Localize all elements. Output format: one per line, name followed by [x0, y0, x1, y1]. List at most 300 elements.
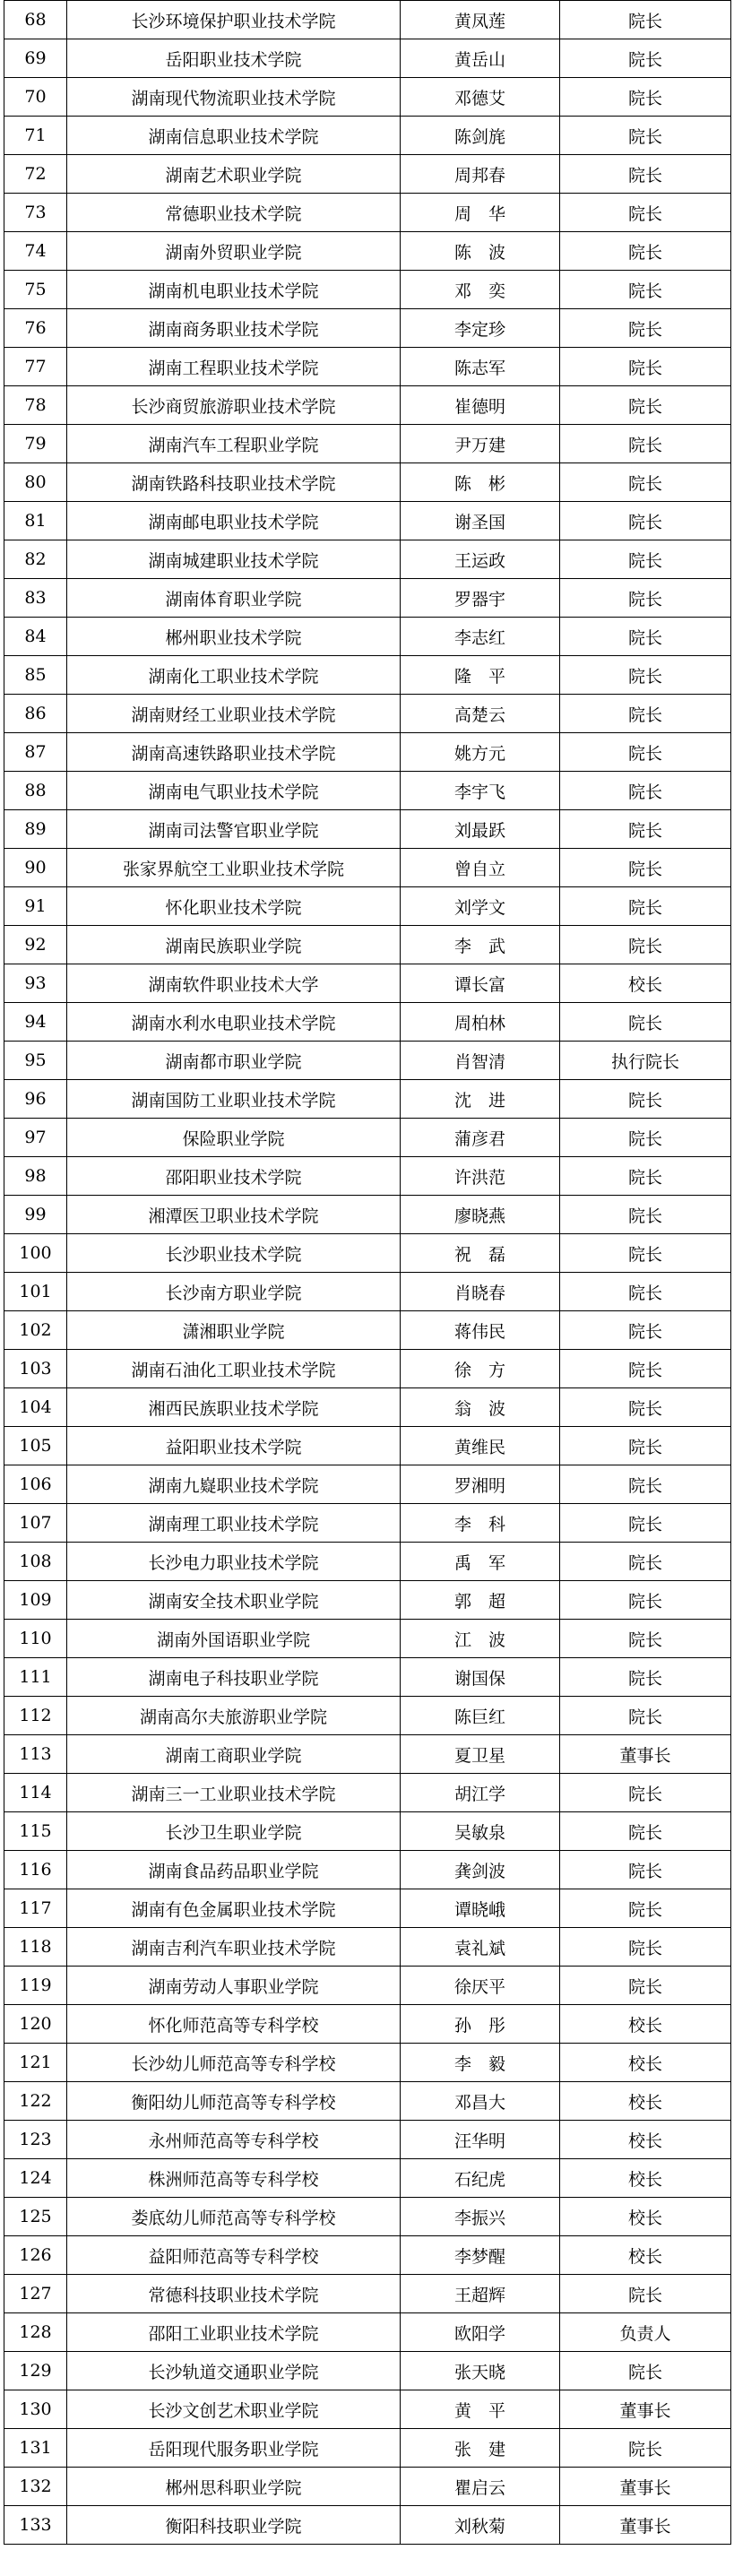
school-name-cell: 湖南外国语职业学院	[67, 1620, 401, 1658]
school-name-cell: 郴州职业技术学院	[67, 618, 401, 656]
leader-title-cell: 院长	[560, 1774, 731, 1812]
row-number-cell: 123	[4, 2121, 67, 2159]
school-name-cell: 潇湘职业学院	[67, 1311, 401, 1350]
leader-name-cell: 张 建	[401, 2429, 560, 2468]
leader-title-cell: 院长	[560, 810, 731, 849]
leader-title-cell: 院长	[560, 1311, 731, 1350]
leader-title-cell: 院长	[560, 1119, 731, 1157]
row-number-cell: 107	[4, 1504, 67, 1543]
leader-title-cell: 院长	[560, 1812, 731, 1851]
row-number-cell: 75	[4, 271, 67, 309]
row-number-cell: 131	[4, 2429, 67, 2468]
leader-title-cell: 院长	[560, 2429, 731, 2468]
table-row	[4, 1196, 731, 1234]
table-row	[4, 1543, 731, 1581]
leader-name-cell: 李梦醒	[401, 2236, 560, 2275]
table-row	[4, 1928, 731, 1967]
leader-title-cell: 院长	[560, 1928, 731, 1967]
leader-title-cell: 院长	[560, 1350, 731, 1388]
row-number-cell: 113	[4, 1735, 67, 1774]
school-name-cell: 邵阳工业职业技术学院	[67, 2313, 401, 2352]
leader-name-cell: 吴敏泉	[401, 1812, 560, 1851]
leader-title-cell: 董事长	[560, 2468, 731, 2506]
leader-title-cell: 院长	[560, 1157, 731, 1196]
school-name-cell: 湘西民族职业技术学院	[67, 1388, 401, 1427]
leader-title-cell: 院长	[560, 309, 731, 348]
leader-title-cell: 校长	[560, 2159, 731, 2198]
leader-name-cell: 谢国保	[401, 1658, 560, 1697]
leader-name-cell: 石纪虎	[401, 2159, 560, 2198]
leader-name-cell: 王超辉	[401, 2275, 560, 2313]
table-row	[4, 2005, 731, 2044]
school-name-cell: 湖南机电职业技术学院	[67, 271, 401, 309]
school-name-cell: 衡阳科技职业学院	[67, 2506, 401, 2545]
leader-name-cell: 曾自立	[401, 849, 560, 887]
row-number-cell: 116	[4, 1851, 67, 1889]
school-name-cell: 怀化职业技术学院	[67, 887, 401, 926]
row-number-cell: 82	[4, 540, 67, 579]
table-row	[4, 502, 731, 540]
row-number-cell: 72	[4, 155, 67, 194]
leader-title-cell: 院长	[560, 386, 731, 425]
table-row	[4, 425, 731, 463]
leader-name-cell: 陈剑旄	[401, 117, 560, 155]
row-number-cell: 95	[4, 1042, 67, 1080]
row-number-cell: 85	[4, 656, 67, 695]
table-row	[4, 2390, 731, 2429]
leader-title-cell: 院长	[560, 887, 731, 926]
leader-title-cell: 院长	[560, 502, 731, 540]
school-name-cell: 湖南商务职业技术学院	[67, 309, 401, 348]
table-row	[4, 271, 731, 309]
leader-name-cell: 袁礼斌	[401, 1928, 560, 1967]
school-name-cell: 长沙职业技术学院	[67, 1234, 401, 1273]
table-row	[4, 155, 731, 194]
leader-name-cell: 蒲彦君	[401, 1119, 560, 1157]
row-number-cell: 117	[4, 1889, 67, 1928]
row-number-cell: 122	[4, 2082, 67, 2121]
leader-name-cell: 罗器宇	[401, 579, 560, 618]
leader-name-cell: 隆 平	[401, 656, 560, 695]
school-name-cell: 株洲师范高等专科学校	[67, 2159, 401, 2198]
leader-name-cell: 李定珍	[401, 309, 560, 348]
row-number-cell: 120	[4, 2005, 67, 2044]
school-name-cell: 湖南九嶷职业技术学院	[67, 1465, 401, 1504]
leader-title-cell: 董事长	[560, 2390, 731, 2429]
leader-name-cell: 夏卫星	[401, 1735, 560, 1774]
leader-name-cell: 翁 波	[401, 1388, 560, 1427]
school-name-cell: 湖南石油化工职业技术学院	[67, 1350, 401, 1388]
leader-title-cell: 院长	[560, 2275, 731, 2313]
school-name-cell: 湖南电气职业技术学院	[67, 772, 401, 810]
leader-title-cell: 院长	[560, 656, 731, 695]
leader-title-cell: 院长	[560, 1543, 731, 1581]
school-name-cell: 湖南水利水电职业技术学院	[67, 1003, 401, 1042]
leader-title-cell: 院长	[560, 2352, 731, 2390]
school-name-cell: 湖南软件职业技术大学	[67, 964, 401, 1003]
row-number-cell: 68	[4, 1, 67, 39]
leader-title-cell: 董事长	[560, 2506, 731, 2545]
row-number-cell: 103	[4, 1350, 67, 1388]
table-row	[4, 1889, 731, 1928]
leader-name-cell: 谢圣国	[401, 502, 560, 540]
row-number-cell: 129	[4, 2352, 67, 2390]
table-row	[4, 1581, 731, 1620]
row-number-cell: 88	[4, 772, 67, 810]
leader-title-cell: 院长	[560, 1427, 731, 1465]
row-number-cell: 89	[4, 810, 67, 849]
leader-title-cell: 董事长	[560, 1735, 731, 1774]
table-row	[4, 2468, 731, 2506]
leader-title-cell: 校长	[560, 2121, 731, 2159]
leader-title-cell: 院长	[560, 1388, 731, 1427]
table-row	[4, 1735, 731, 1774]
school-name-cell: 湖南安全技术职业学院	[67, 1581, 401, 1620]
row-number-cell: 126	[4, 2236, 67, 2275]
school-name-cell: 湖南三一工业职业技术学院	[67, 1774, 401, 1812]
table-row	[4, 39, 731, 78]
school-name-cell: 常德科技职业技术学院	[67, 2275, 401, 2313]
school-name-cell: 湘潭医卫职业技术学院	[67, 1196, 401, 1234]
table-row	[4, 656, 731, 695]
leader-name-cell: 姚方元	[401, 733, 560, 772]
leader-name-cell: 禹 军	[401, 1543, 560, 1581]
school-name-cell: 长沙幼儿师范高等专科学校	[67, 2044, 401, 2082]
table-row	[4, 2506, 731, 2545]
leader-title-cell: 院长	[560, 78, 731, 117]
leader-name-cell: 龚剑波	[401, 1851, 560, 1889]
leader-name-cell: 尹万建	[401, 425, 560, 463]
row-number-cell: 100	[4, 1234, 67, 1273]
leader-name-cell: 廖晓燕	[401, 1196, 560, 1234]
table-row	[4, 1388, 731, 1427]
leader-name-cell: 罗湘明	[401, 1465, 560, 1504]
table-row	[4, 2352, 731, 2390]
table-row	[4, 1697, 731, 1735]
leader-name-cell: 黄岳山	[401, 39, 560, 78]
leader-name-cell: 肖智清	[401, 1042, 560, 1080]
row-number-cell: 110	[4, 1620, 67, 1658]
leader-title-cell: 院长	[560, 540, 731, 579]
row-number-cell: 86	[4, 695, 67, 733]
row-number-cell: 73	[4, 194, 67, 232]
row-number-cell: 101	[4, 1273, 67, 1311]
leader-name-cell: 邓昌大	[401, 2082, 560, 2121]
leader-title-cell: 院长	[560, 1465, 731, 1504]
table-row	[4, 849, 731, 887]
leader-title-cell: 院长	[560, 425, 731, 463]
leader-name-cell: 李 科	[401, 1504, 560, 1543]
leader-name-cell: 李振兴	[401, 2198, 560, 2236]
school-name-cell: 永州师范高等专科学校	[67, 2121, 401, 2159]
leader-name-cell: 许洪范	[401, 1157, 560, 1196]
leader-name-cell: 徐 方	[401, 1350, 560, 1388]
row-number-cell: 93	[4, 964, 67, 1003]
leader-title-cell: 院长	[560, 1620, 731, 1658]
leader-title-cell: 院长	[560, 463, 731, 502]
row-number-cell: 124	[4, 2159, 67, 2198]
leader-title-cell: 院长	[560, 1, 731, 39]
row-number-cell: 79	[4, 425, 67, 463]
table-row	[4, 386, 731, 425]
leader-title-cell: 院长	[560, 1234, 731, 1273]
row-number-cell: 118	[4, 1928, 67, 1967]
row-number-cell: 132	[4, 2468, 67, 2506]
school-name-cell: 湖南铁路科技职业技术学院	[67, 463, 401, 502]
leader-title-cell: 院长	[560, 579, 731, 618]
leader-title-cell: 院长	[560, 232, 731, 271]
row-number-cell: 91	[4, 887, 67, 926]
school-name-cell: 湖南高速铁路职业技术学院	[67, 733, 401, 772]
row-number-cell: 84	[4, 618, 67, 656]
row-number-cell: 98	[4, 1157, 67, 1196]
leader-title-cell: 校长	[560, 2005, 731, 2044]
table-row	[4, 2121, 731, 2159]
table-row	[4, 232, 731, 271]
leader-name-cell: 周邦春	[401, 155, 560, 194]
row-number-cell: 112	[4, 1697, 67, 1735]
leader-name-cell: 谭长富	[401, 964, 560, 1003]
leader-name-cell: 刘学文	[401, 887, 560, 926]
row-number-cell: 127	[4, 2275, 67, 2313]
school-name-cell: 湖南艺术职业学院	[67, 155, 401, 194]
school-name-cell: 长沙商贸旅游职业技术学院	[67, 386, 401, 425]
row-number-cell: 87	[4, 733, 67, 772]
school-name-cell: 益阳职业技术学院	[67, 1427, 401, 1465]
leader-title-cell: 院长	[560, 695, 731, 733]
school-name-cell: 保险职业学院	[67, 1119, 401, 1157]
table-row	[4, 2236, 731, 2275]
table-row	[4, 695, 731, 733]
row-number-cell: 81	[4, 502, 67, 540]
row-number-cell: 133	[4, 2506, 67, 2545]
row-number-cell: 114	[4, 1774, 67, 1812]
leader-name-cell: 胡江学	[401, 1774, 560, 1812]
leader-title-cell: 院长	[560, 733, 731, 772]
table-row	[4, 463, 731, 502]
school-name-cell: 长沙文创艺术职业学院	[67, 2390, 401, 2429]
table-row	[4, 117, 731, 155]
leader-name-cell: 欧阳学	[401, 2313, 560, 2352]
school-name-cell: 长沙环境保护职业技术学院	[67, 1, 401, 39]
leader-name-cell: 黄 平	[401, 2390, 560, 2429]
row-number-cell: 78	[4, 386, 67, 425]
leader-name-cell: 祝 磊	[401, 1234, 560, 1273]
row-number-cell: 130	[4, 2390, 67, 2429]
school-name-cell: 湖南汽车工程职业学院	[67, 425, 401, 463]
table-row	[4, 1774, 731, 1812]
leader-name-cell: 徐厌平	[401, 1967, 560, 2005]
leader-name-cell: 汪华明	[401, 2121, 560, 2159]
school-name-cell: 湖南财经工业职业技术学院	[67, 695, 401, 733]
row-number-cell: 108	[4, 1543, 67, 1581]
school-name-cell: 湖南司法警官职业学院	[67, 810, 401, 849]
school-name-cell: 张家界航空工业职业技术学院	[67, 849, 401, 887]
leader-title-cell: 院长	[560, 1196, 731, 1234]
leader-name-cell: 瞿启云	[401, 2468, 560, 2506]
table-row	[4, 1504, 731, 1543]
table-row	[4, 1967, 731, 2005]
leader-name-cell: 刘秋菊	[401, 2506, 560, 2545]
table-row	[4, 2198, 731, 2236]
leader-name-cell: 江 波	[401, 1620, 560, 1658]
leader-title-cell: 院长	[560, 194, 731, 232]
school-name-cell: 湖南都市职业学院	[67, 1042, 401, 1080]
school-name-cell: 湖南国防工业职业技术学院	[67, 1080, 401, 1119]
table-row	[4, 887, 731, 926]
school-name-cell: 湖南化工职业技术学院	[67, 656, 401, 695]
school-name-cell: 长沙卫生职业学院	[67, 1812, 401, 1851]
row-number-cell: 83	[4, 579, 67, 618]
leader-title-cell: 院长	[560, 348, 731, 386]
row-number-cell: 70	[4, 78, 67, 117]
table-row	[4, 926, 731, 964]
school-name-cell: 邵阳职业技术学院	[67, 1157, 401, 1196]
leader-name-cell: 张天晓	[401, 2352, 560, 2390]
leader-name-cell: 黄凤莲	[401, 1, 560, 39]
table-row	[4, 1234, 731, 1273]
table-row	[4, 1812, 731, 1851]
table-row	[4, 1157, 731, 1196]
leader-name-cell: 陈 彬	[401, 463, 560, 502]
table-row	[4, 772, 731, 810]
table-row	[4, 1080, 731, 1119]
school-name-cell: 湖南信息职业技术学院	[67, 117, 401, 155]
leader-name-cell: 邓 奕	[401, 271, 560, 309]
school-name-cell: 湖南民族职业学院	[67, 926, 401, 964]
row-number-cell: 125	[4, 2198, 67, 2236]
table-row	[4, 1350, 731, 1388]
leader-name-cell: 李宇飞	[401, 772, 560, 810]
school-name-cell: 怀化师范高等专科学校	[67, 2005, 401, 2044]
row-number-cell: 102	[4, 1311, 67, 1350]
leader-name-cell: 崔德明	[401, 386, 560, 425]
leader-name-cell: 黄维民	[401, 1427, 560, 1465]
row-number-cell: 99	[4, 1196, 67, 1234]
leader-name-cell: 陈 波	[401, 232, 560, 271]
leader-title-cell: 院长	[560, 849, 731, 887]
leader-title-cell: 执行院长	[560, 1042, 731, 1080]
leader-title-cell: 校长	[560, 2082, 731, 2121]
leader-title-cell: 院长	[560, 1581, 731, 1620]
leader-title-cell: 院长	[560, 1658, 731, 1697]
table-row	[4, 810, 731, 849]
school-name-cell: 湖南高尔夫旅游职业学院	[67, 1697, 401, 1735]
school-name-cell: 湖南城建职业技术学院	[67, 540, 401, 579]
row-number-cell: 106	[4, 1465, 67, 1504]
school-name-cell: 湖南有色金属职业技术学院	[67, 1889, 401, 1928]
leader-name-cell: 陈志军	[401, 348, 560, 386]
leader-title-cell: 院长	[560, 1851, 731, 1889]
school-name-cell: 益阳师范高等专科学校	[67, 2236, 401, 2275]
row-number-cell: 111	[4, 1658, 67, 1697]
leader-title-cell: 院长	[560, 772, 731, 810]
school-name-cell: 湖南食品药品职业学院	[67, 1851, 401, 1889]
table-row	[4, 2275, 731, 2313]
leader-title-cell: 院长	[560, 271, 731, 309]
leader-name-cell: 邓德艾	[401, 78, 560, 117]
table-row	[4, 1, 731, 39]
table-row	[4, 1620, 731, 1658]
table-row	[4, 1851, 731, 1889]
row-number-cell: 94	[4, 1003, 67, 1042]
leader-name-cell: 李 毅	[401, 2044, 560, 2082]
leader-title-cell: 院长	[560, 618, 731, 656]
table-row	[4, 78, 731, 117]
leader-title-cell: 负责人	[560, 2313, 731, 2352]
school-name-cell: 湖南工商职业学院	[67, 1735, 401, 1774]
table-row	[4, 348, 731, 386]
school-name-cell: 娄底幼儿师范高等专科学校	[67, 2198, 401, 2236]
school-name-cell: 长沙南方职业学院	[67, 1273, 401, 1311]
leader-name-cell: 王运政	[401, 540, 560, 579]
school-name-cell: 湖南理工职业技术学院	[67, 1504, 401, 1543]
school-name-cell: 湖南现代物流职业技术学院	[67, 78, 401, 117]
leaders-table	[4, 0, 731, 2545]
table-row	[4, 618, 731, 656]
leader-title-cell: 院长	[560, 1889, 731, 1928]
leader-title-cell: 院长	[560, 155, 731, 194]
school-name-cell: 郴州思科职业学院	[67, 2468, 401, 2506]
leader-title-cell: 院长	[560, 926, 731, 964]
table-row	[4, 733, 731, 772]
school-name-cell: 湖南邮电职业技术学院	[67, 502, 401, 540]
table-row	[4, 1042, 731, 1080]
leader-name-cell: 孙 彤	[401, 2005, 560, 2044]
leader-title-cell: 院长	[560, 1003, 731, 1042]
row-number-cell: 104	[4, 1388, 67, 1427]
table-row	[4, 1273, 731, 1311]
leader-title-cell: 院长	[560, 39, 731, 78]
school-name-cell: 湖南外贸职业学院	[67, 232, 401, 271]
leader-name-cell: 蒋伟民	[401, 1311, 560, 1350]
school-name-cell: 湖南劳动人事职业学院	[67, 1967, 401, 2005]
leader-name-cell: 刘最跃	[401, 810, 560, 849]
table-row	[4, 540, 731, 579]
row-number-cell: 97	[4, 1119, 67, 1157]
school-name-cell: 长沙轨道交通职业学院	[67, 2352, 401, 2390]
table-row	[4, 2159, 731, 2198]
table-row	[4, 2429, 731, 2468]
school-name-cell: 岳阳职业技术学院	[67, 39, 401, 78]
leader-title-cell: 院长	[560, 1967, 731, 2005]
school-name-cell: 岳阳现代服务职业学院	[67, 2429, 401, 2468]
leader-name-cell: 周柏林	[401, 1003, 560, 1042]
table-row	[4, 964, 731, 1003]
table-row	[4, 1465, 731, 1504]
row-number-cell: 74	[4, 232, 67, 271]
leader-name-cell: 高楚云	[401, 695, 560, 733]
school-name-cell: 湖南电子科技职业学院	[67, 1658, 401, 1697]
row-number-cell: 121	[4, 2044, 67, 2082]
row-number-cell: 90	[4, 849, 67, 887]
leader-name-cell: 陈巨红	[401, 1697, 560, 1735]
row-number-cell: 105	[4, 1427, 67, 1465]
table-row	[4, 309, 731, 348]
school-name-cell: 长沙电力职业技术学院	[67, 1543, 401, 1581]
leader-title-cell: 校长	[560, 2198, 731, 2236]
leader-title-cell: 校长	[560, 2044, 731, 2082]
leader-name-cell: 郭 超	[401, 1581, 560, 1620]
leader-name-cell: 肖晓春	[401, 1273, 560, 1311]
row-number-cell: 115	[4, 1812, 67, 1851]
table-row	[4, 2082, 731, 2121]
school-name-cell: 湖南吉利汽车职业技术学院	[67, 1928, 401, 1967]
leader-title-cell: 院长	[560, 117, 731, 155]
leaders-table-body	[4, 1, 731, 2545]
table-row	[4, 2313, 731, 2352]
leader-title-cell: 校长	[560, 2236, 731, 2275]
